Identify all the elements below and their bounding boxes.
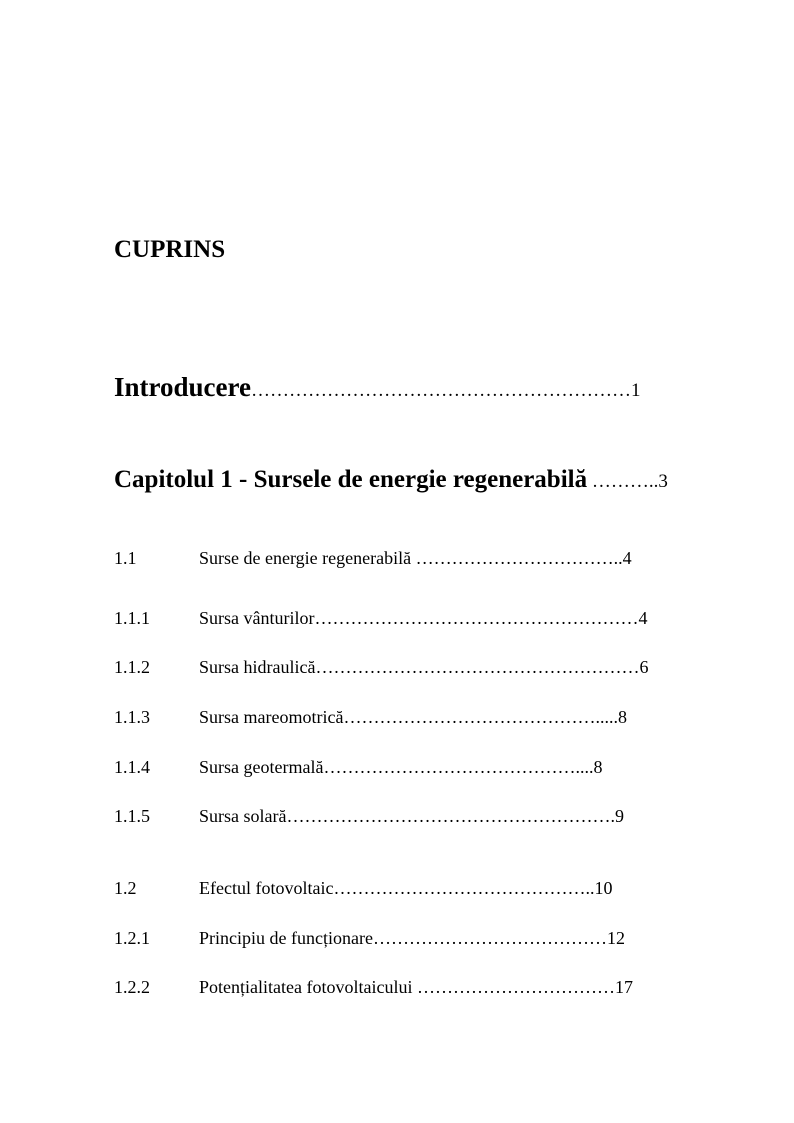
toc-entry-number: 1.1.1 — [114, 608, 150, 628]
toc-entry-1-1[interactable] — [114, 547, 632, 569]
toc-entry-label: Sursa geotermală — [199, 757, 324, 777]
toc-leader: ………………………………… — [372, 928, 607, 948]
toc-leader: …………………………… — [412, 977, 615, 997]
toc-entry-label: Efectul fotovoltaic — [199, 878, 334, 898]
toc-leader: ……………………………. — [415, 548, 619, 568]
toc-entry-label: Principiu de funcționare — [199, 928, 373, 948]
toc-entry-number: 1.2.1 — [114, 928, 150, 948]
toc-page-number: 17 — [614, 977, 633, 997]
toc-page-number: 8 — [617, 707, 627, 727]
toc-page-number: 6 — [639, 657, 649, 677]
toc-entry-label: Sursa vânturilor — [199, 608, 315, 628]
toc-entry-label: Sursa solară — [199, 806, 287, 826]
toc-page-number: .3 — [653, 471, 668, 492]
toc-entry-number: 1.1.2 — [114, 657, 150, 677]
toc-page-number: 12 — [606, 928, 625, 948]
toc-entry-label: Potențialitatea fotovoltaicului — [199, 977, 413, 997]
toc-entry-label: Introducere — [114, 372, 251, 402]
toc-entry-1-1-3[interactable] — [114, 706, 627, 728]
toc-leader: ……………………………………………… — [315, 657, 640, 677]
toc-entry-chapter-1[interactable] — [114, 465, 668, 497]
toc-entry-number: 1.1 — [114, 548, 137, 568]
toc-page-number: 8 — [593, 757, 603, 777]
toc-leader: ……………………………………..... — [343, 707, 618, 727]
toc-leader: …………………………………………………… — [251, 380, 631, 401]
toc-leader: ……………………………………………… — [314, 608, 639, 628]
toc-entry-number: 1.2 — [114, 878, 137, 898]
toc-entry-number: 1.2.2 — [114, 977, 150, 997]
toc-entry-label: Capitolul 1 - Sursele de energie regenerabilă — [114, 466, 588, 493]
toc-entry-1-1-4[interactable] — [114, 756, 602, 778]
toc-entry-introduction[interactable] — [114, 372, 641, 406]
toc-entry-label: Sursa hidraulică — [199, 657, 316, 677]
toc-entry-number: 1.1.4 — [114, 757, 150, 777]
toc-entry-1-1-1[interactable] — [114, 607, 647, 629]
toc-entry-1-1-5[interactable] — [114, 805, 624, 827]
toc-leader: …………………………………….... — [323, 757, 594, 777]
toc-page-number: 4 — [638, 608, 648, 628]
toc-page-number: 10 — [594, 878, 613, 898]
toc-leader: ……………………………………………… — [286, 806, 611, 826]
toc-page-number: .9 — [610, 806, 624, 826]
toc-entry-1-1-2[interactable] — [114, 656, 648, 678]
toc-leader: …………………………………….. — [333, 878, 595, 898]
toc-entry-1-2-2[interactable] — [114, 976, 633, 998]
toc-title: CUPRINS — [114, 236, 226, 263]
toc-leader: ………. — [587, 471, 654, 492]
toc-page-number: .4 — [618, 548, 632, 568]
toc-entry-number: 1.1.3 — [114, 707, 150, 727]
toc-entry-label: Sursa mareomotrică — [199, 707, 344, 727]
toc-entry-number: 1.1.5 — [114, 806, 150, 826]
toc-entry-1-2-1[interactable] — [114, 927, 625, 949]
toc-page-number: 1 — [631, 380, 641, 401]
toc-entry-label: Surse de energie regenerabilă — [199, 548, 416, 568]
toc-entry-1-2[interactable] — [114, 877, 612, 899]
